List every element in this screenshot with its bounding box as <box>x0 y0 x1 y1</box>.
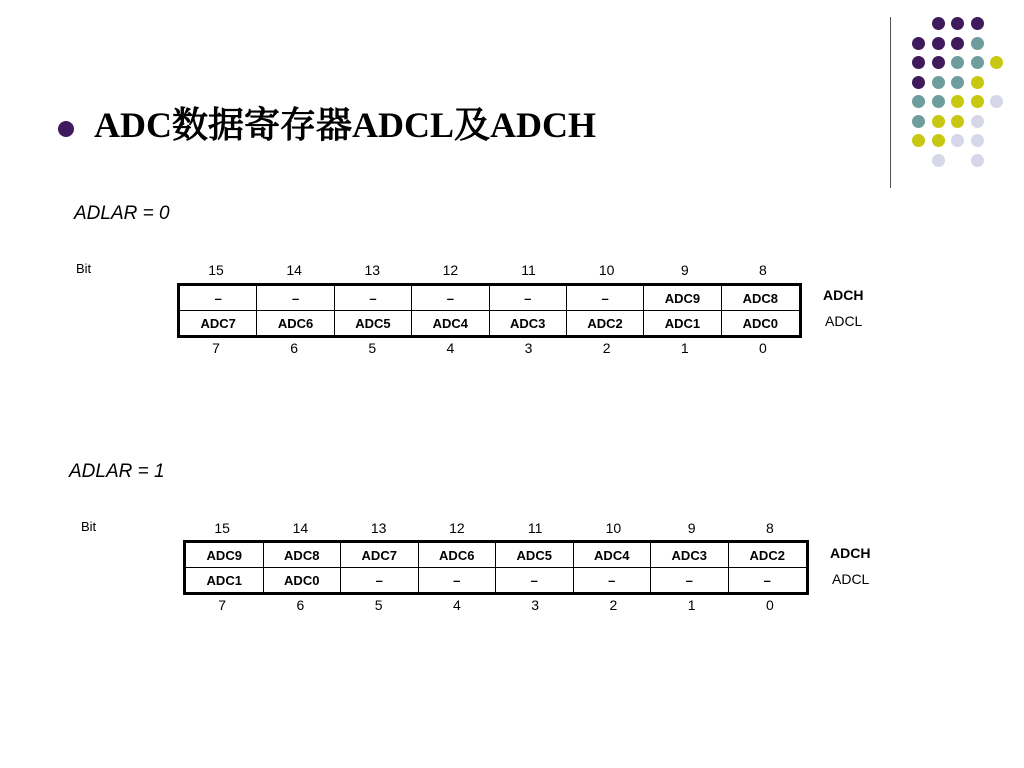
decorative-dot <box>990 95 1003 108</box>
decorative-dot <box>932 95 945 108</box>
bit-number: 11 <box>521 262 536 278</box>
bit-number: 13 <box>370 520 387 536</box>
decorative-dot <box>951 76 964 89</box>
decorative-dot <box>971 17 984 30</box>
adch-label: ADCH <box>830 545 871 561</box>
decorative-dot <box>990 56 1003 69</box>
register-bit-cell: – <box>412 286 489 311</box>
register-bit-cell: – <box>567 286 644 311</box>
register-bit-cell: ADC7 <box>341 543 419 568</box>
bit-number: 14 <box>286 262 302 278</box>
divider-line <box>890 17 891 188</box>
bit-number: 12 <box>442 262 459 278</box>
register-bit-cell: ADC6 <box>257 311 334 335</box>
register-bit-cell: ADC7 <box>180 311 257 335</box>
decorative-dot-grid <box>912 17 1012 167</box>
register-bit-cell: ADC2 <box>729 543 807 568</box>
register-bit-cell: – <box>335 286 412 311</box>
bit-number: 4 <box>452 597 461 613</box>
bit-number: 9 <box>687 520 696 536</box>
bit-number: 2 <box>609 597 618 613</box>
register-bit-cell: ADC9 <box>644 286 721 311</box>
bullet-icon <box>58 121 74 137</box>
bit-number: 8 <box>765 520 774 536</box>
bit-number: 15 <box>214 520 230 536</box>
register-bit-cell: ADC3 <box>651 543 729 568</box>
decorative-dot <box>932 56 945 69</box>
bottom-bit-numbers <box>183 597 809 613</box>
adlar-1-label: ADLAR = 1 <box>69 461 165 482</box>
register-bit-cell: ADC3 <box>490 311 567 335</box>
adch-label: ADCH <box>823 287 864 303</box>
bit-number: 0 <box>765 597 774 613</box>
decorative-dot <box>912 56 925 69</box>
top-bit-numbers <box>177 262 802 278</box>
bit-number: 1 <box>687 597 696 613</box>
top-bit-numbers <box>183 520 809 536</box>
register-bit-cell: – <box>574 568 652 592</box>
register-table <box>177 283 802 338</box>
bit-number: 9 <box>680 262 689 278</box>
bit-number: 10 <box>598 262 615 278</box>
bit-number: 7 <box>218 597 227 613</box>
register-bit-cell: – <box>490 286 567 311</box>
adcl-label: ADCL <box>825 313 863 329</box>
bit-number: 4 <box>446 340 455 356</box>
bottom-bit-numbers <box>177 340 802 356</box>
adlar-0-label: ADLAR = 0 <box>74 203 170 224</box>
decorative-dot <box>912 95 925 108</box>
decorative-dot <box>912 115 925 128</box>
register-bit-cell: ADC4 <box>412 311 489 335</box>
bit-number: 5 <box>374 597 383 613</box>
decorative-dot <box>912 37 925 50</box>
bit-number: 12 <box>449 520 465 536</box>
register-bit-cell: ADC9 <box>186 543 264 568</box>
register-bit-cell: ADC0 <box>264 568 342 592</box>
bit-number: 6 <box>296 597 305 613</box>
register-bit-cell: ADC1 <box>186 568 264 592</box>
bit-number: 7 <box>212 340 220 356</box>
decorative-dot <box>932 76 945 89</box>
bit-number: 1 <box>680 340 689 356</box>
decorative-dot <box>971 115 984 128</box>
register-bit-cell: – <box>496 568 574 592</box>
bit-number: 8 <box>759 262 767 278</box>
decorative-dot <box>971 76 984 89</box>
register-bit-cell: ADC4 <box>574 543 652 568</box>
register-bit-cell: ADC5 <box>335 311 412 335</box>
decorative-dot <box>951 56 964 69</box>
bit-label: Bit <box>76 261 92 276</box>
bit-number: 13 <box>364 262 381 278</box>
bit-number: 6 <box>290 340 299 356</box>
decorative-dot <box>951 115 964 128</box>
decorative-dot <box>932 115 945 128</box>
register-bit-cell: ADC5 <box>496 543 574 568</box>
register-bit-cell: – <box>257 286 334 311</box>
decorative-dot <box>951 17 964 30</box>
decorative-dot <box>971 154 984 167</box>
bit-number: 11 <box>527 520 543 536</box>
decorative-dot <box>912 76 925 89</box>
register-bit-cell: ADC8 <box>722 286 799 311</box>
bit-number: 5 <box>368 340 377 356</box>
register-bit-cell: ADC2 <box>567 311 644 335</box>
decorative-dot <box>932 17 945 30</box>
bit-label: Bit <box>81 519 97 534</box>
bit-number: 3 <box>531 597 540 613</box>
register-bit-cell: – <box>180 286 257 311</box>
slide-title: ADC数据寄存器ADCL及ADCH <box>94 105 596 145</box>
register-bit-cell: ADC6 <box>419 543 497 568</box>
decorative-dot <box>971 134 984 147</box>
decorative-dot <box>971 56 984 69</box>
register-bit-cell: ADC1 <box>644 311 721 335</box>
register-bit-cell: ADC8 <box>264 543 342 568</box>
register-bit-cell: – <box>651 568 729 592</box>
decorative-dot <box>932 37 945 50</box>
bit-number: 10 <box>605 520 622 536</box>
decorative-dot <box>932 134 945 147</box>
adcl-label: ADCL <box>832 571 870 587</box>
bit-number: 14 <box>292 520 309 536</box>
register-table <box>183 540 809 595</box>
decorative-dot <box>951 95 964 108</box>
bit-number: 2 <box>602 340 611 356</box>
decorative-dot <box>932 154 945 167</box>
bit-number: 15 <box>208 262 224 278</box>
register-bit-cell: ADC0 <box>742 315 779 331</box>
register-bit-cell: – <box>419 568 497 592</box>
decorative-dot <box>951 134 964 147</box>
bit-number: 3 <box>524 340 533 356</box>
register-bit-cell: – <box>763 572 771 588</box>
decorative-dot <box>971 37 984 50</box>
decorative-dot <box>951 37 964 50</box>
decorative-dot <box>912 134 925 147</box>
decorative-dot <box>971 95 984 108</box>
bit-number: 0 <box>759 340 767 356</box>
register-bit-cell: – <box>341 568 419 592</box>
